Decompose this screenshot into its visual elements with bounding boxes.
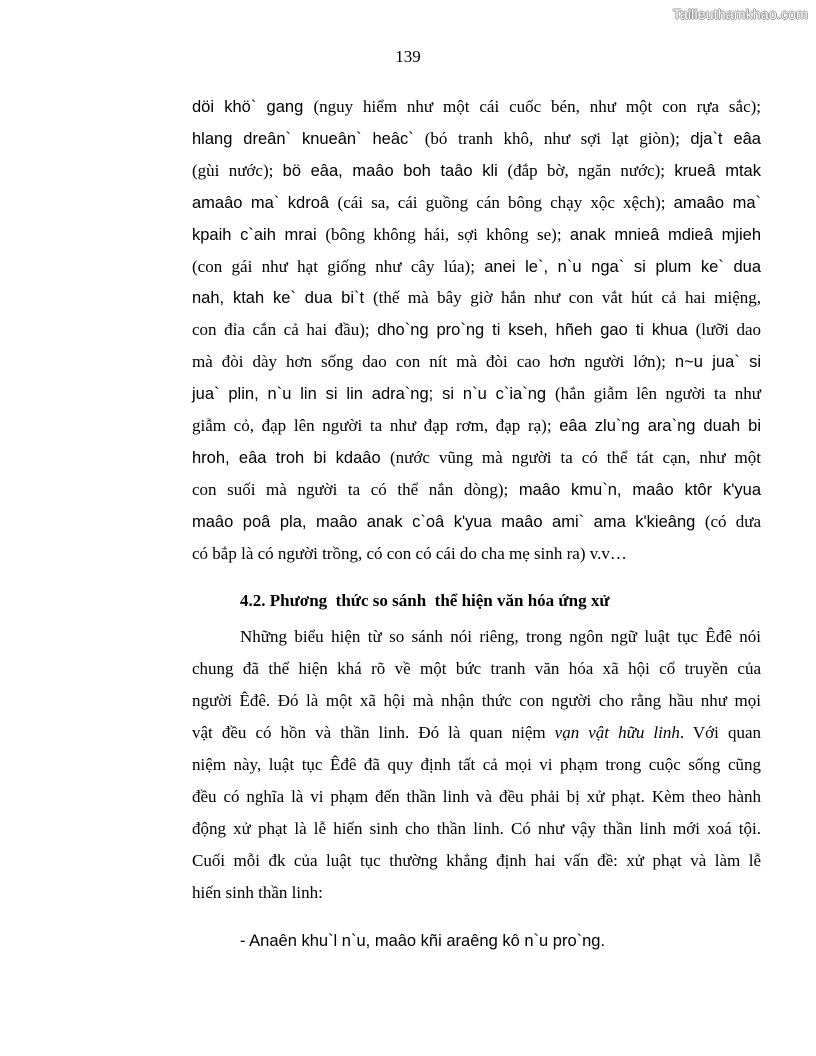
ede-text: döi khö` gang — [192, 98, 314, 116]
ede-text: nah, ktah ke` dua bi`t — [192, 289, 373, 308]
text-line — [192, 659, 761, 691]
ede-text: amaâo ma` — [673, 193, 761, 212]
ede-quote-text: - Anaên khu`l n`u, maâo kñi araêng kô n`u pro`ng. — [240, 932, 606, 950]
vietnamese-text: có bắp là có người trồng, có con có cái do cha mẹ sinh ra) v.v… — [192, 543, 627, 563]
ede-text: jua` plin, n`u lin si lin adra`ng; si n`u c`ia`ng — [192, 385, 555, 404]
text-line — [192, 129, 761, 161]
vietnamese-text: Cuối mỗi đk của luật tục thường khẳng định hai vấn đề: xử phạt và làm lễ — [192, 851, 761, 870]
text-line — [192, 851, 761, 883]
vietnamese-text: (lưỡi dao — [695, 320, 762, 340]
text-line — [192, 161, 761, 193]
text-line — [192, 512, 761, 544]
text-line — [192, 352, 761, 384]
vietnamese-text: . Với quan — [679, 723, 761, 742]
ede-text: hlang dreân` knueân` heâc` — [192, 129, 425, 148]
text-line — [192, 416, 761, 448]
text-line — [192, 384, 761, 416]
vietnamese-text: (có dưa — [704, 511, 762, 531]
text-line — [192, 288, 761, 320]
vietnamese-text: con suối mà người ta có thể nắn dòng); — [192, 479, 519, 499]
text-line — [192, 819, 761, 851]
text-line — [192, 97, 761, 129]
vietnamese-text: động xử phạt là lễ hiến sinh cho thần linh. Có như vậy thần linh mới xoá tội. — [192, 819, 761, 838]
section-heading: 4.2. Phương thức so sánh thể hiện văn hóa ứng xử — [240, 591, 610, 610]
vietnamese-text: (đắp bờ, ngăn nước); — [507, 160, 675, 180]
text-line — [192, 755, 761, 787]
ede-text: bö eâa, maâo boh taâo kli — [282, 161, 508, 180]
ede-quote-line — [240, 931, 761, 963]
text-line — [192, 787, 761, 819]
vietnamese-text: người Êđê. Đó là một xã hội mà nhận thức con người cho rằng hầu như mọi — [192, 691, 761, 710]
text-line — [192, 723, 761, 755]
text-line — [192, 225, 761, 257]
italic-term: vạn vật hữu linh — [554, 723, 680, 742]
vietnamese-text: vật đều có hồn và thần linh. Đó là quan niệm — [192, 723, 555, 742]
vietnamese-text: giẫm cỏ, đạp lên người ta như đạp rơm, đạp rạ); — [192, 416, 560, 435]
ede-text: anei le`, n`u nga` si plum ke` dua — [484, 257, 761, 276]
ede-text: amaâo ma` kdroâ — [192, 193, 338, 212]
vietnamese-text: con đỉa cắn cả hai đầu); — [192, 320, 378, 340]
watermark: Tailieuthamkhao.com — [672, 6, 808, 22]
text-line — [192, 480, 761, 512]
text-line — [192, 257, 761, 289]
vietnamese-text: niệm này, luật tục Êđê đã quy định tất cả mọi vi phạm trong cuộc sống cũng — [192, 755, 761, 774]
vietnamese-text: hiến sinh thần linh: — [192, 883, 323, 902]
ede-text: krueâ mtak — [674, 161, 761, 180]
text-line — [192, 883, 761, 915]
ede-text: maâo poâ pla, maâo anak c`oâ k'yua maâo ami` ama k'kieâng — [192, 512, 705, 531]
text-line — [192, 691, 761, 723]
vietnamese-text: (nguy hiểm như một cái cuốc bén, như một con rựa sắc); — [313, 97, 762, 116]
vietnamese-text: (cái sa, cái guồng cán bông chạy xộc xệch); — [337, 192, 674, 212]
ede-text: kpaih c`aih mrai — [192, 225, 326, 244]
text-line — [192, 320, 761, 352]
vietnamese-text: mà đòi dày hơn sống dao con nít mà đòi cao hơn người lớn); — [192, 352, 675, 372]
vietnamese-text: (thế mà bây giờ hắn như con vắt hút cả hai miệng, — [372, 288, 761, 308]
vietnamese-text: (bông không hái, sợi không se); — [325, 224, 570, 244]
vietnamese-text: (nước vũng mà người ta có thể tát cạn, như một — [389, 447, 761, 467]
vietnamese-text: Những biểu hiện từ so sánh nói riêng, trong ngôn ngữ luật tục Êđê nói — [240, 627, 761, 646]
vietnamese-text: chung đã thể hiện khá rõ về một bức tranh văn hóa xã hội cổ truyền của — [192, 659, 761, 678]
page-number: 139 — [395, 47, 421, 66]
ede-text: hroh, eâa troh bi kdaâo — [192, 448, 390, 467]
ede-text: n~u jua` si — [674, 353, 761, 372]
ede-text: eâa zlu`ng ara`ng duah bi — [559, 417, 761, 435]
vietnamese-text: (hắn giẫm lên người ta như — [554, 384, 761, 404]
text-line — [192, 448, 761, 480]
vietnamese-text: (bó tranh khô, như sợi lạt giòn); — [424, 128, 691, 148]
ede-text: maâo kmu`n, maâo ktôr k'yua — [518, 480, 761, 499]
vietnamese-text: (gùi nước); — [192, 160, 283, 180]
ede-text: dja`t eâa — [690, 129, 761, 148]
ede-text: anak mnieâ mdieâ mjieh — [569, 225, 761, 244]
vietnamese-text: đều có nghĩa là vi phạm đến thần linh và đều phải bị xử phạt. Kèm theo hành — [192, 787, 761, 806]
text-line — [192, 193, 761, 225]
text-line — [240, 627, 761, 659]
ede-text: dho`ng pro`ng ti kseh, hñeh gao ti khua — [377, 321, 696, 340]
vietnamese-text: (con gái như hạt giống như cây lúa); — [192, 256, 485, 276]
text-line — [192, 544, 761, 576]
